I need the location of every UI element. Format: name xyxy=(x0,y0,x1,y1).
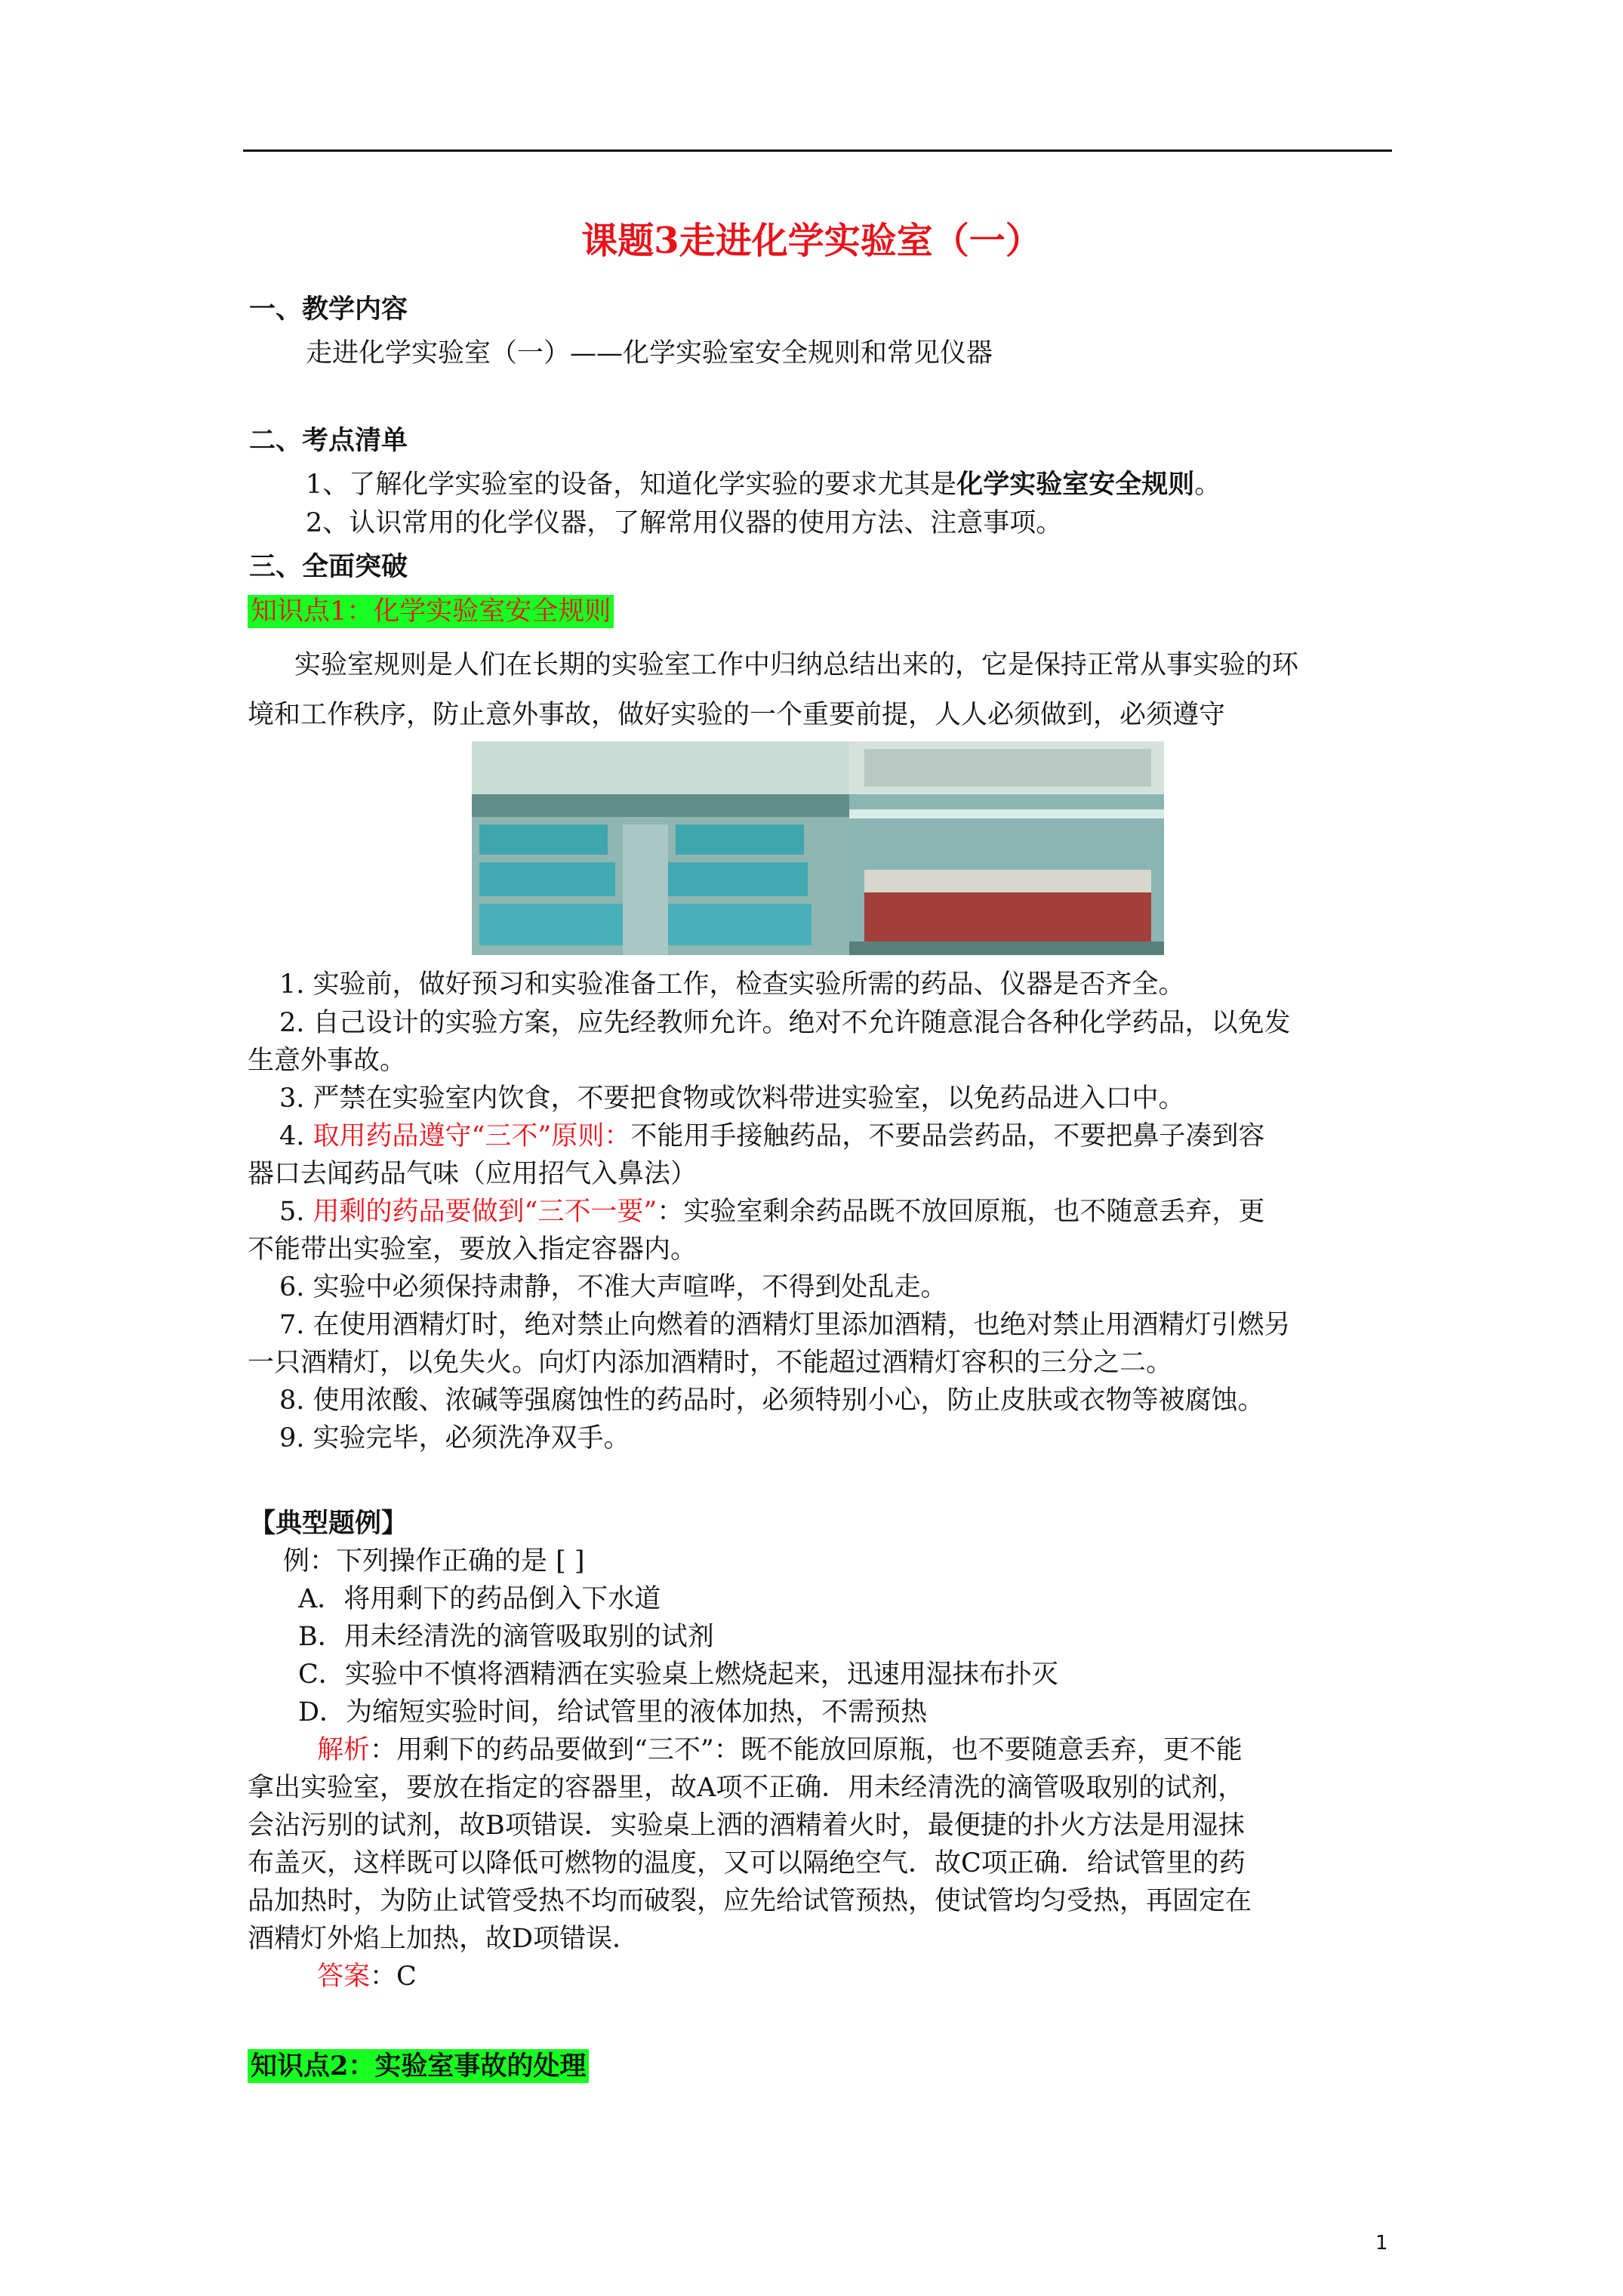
rule-3: 3. 严禁在实验室内饮食，不要把食物或饮料带进实验室，以免药品进入口中。 xyxy=(279,1083,1185,1114)
rule-2-cont: 生意外事故。 xyxy=(248,1046,407,1076)
answer-value: ：C xyxy=(370,1962,417,1992)
checklist-item-1-text: 1、了解化学实验室的设备，知道化学实验的要求尤其是 xyxy=(306,470,957,500)
intro-line-2: 境和工作秩序，防止意外事故，做好实验的一个重要前提，人人必须做到，必须遵守 xyxy=(248,700,1226,730)
analysis-line-2: 拿出实验室，要放在指定的容器里，故A项不正确．用未经清洗的滴管吸取别的试剂， xyxy=(248,1773,1245,1803)
section-heading-3: 三、全面突破 xyxy=(249,551,408,582)
section-heading-2: 二、考点清单 xyxy=(249,425,408,456)
rule-4-emphasis: 取用药品遵守“三不”原则： xyxy=(313,1121,631,1151)
knowledge-point-1-label xyxy=(248,593,614,630)
page-number: 1 xyxy=(1375,2232,1388,2254)
knowledge-point-2-highlight: 知识点2：实验室事故的处理 xyxy=(248,2049,589,2083)
rule-5-text: ：实验室剩余药品既不放回原瓶，也不随意丢弃，更 xyxy=(657,1197,1265,1227)
section-heading-1: 一、教学内容 xyxy=(249,294,408,325)
example-option-b: B．用未经清洗的滴管吸取别的试剂 xyxy=(298,1622,714,1652)
rule-7-cont: 一只酒精灯，以免失火。向灯内添加酒精时，不能超过酒精灯容积的三分之二。 xyxy=(248,1348,1173,1378)
example-heading: 【典型题例】 xyxy=(249,1508,408,1539)
rule-4-number: 4. xyxy=(279,1121,313,1151)
answer-label: 答案 xyxy=(317,1962,371,1992)
example-option-c: C．实验中不慎将酒精洒在实验桌上燃烧起来，迅速用湿抹布扑灭 xyxy=(298,1660,1058,1690)
rule-4 xyxy=(279,1117,1264,1155)
rule-5-emphasis: 用剩的药品要做到“三不一要” xyxy=(313,1197,658,1227)
intro-line-1: 实验室规则是人们在长期的实验室工作中归纳总结出来的，它是保持正常从事实验的环 xyxy=(294,650,1299,680)
lab-photo-image xyxy=(472,741,1164,955)
example-question: 例：下列操作正确的是 [ ] xyxy=(283,1546,585,1576)
rule-5-cont: 不能带出实验室，要放入指定容器内。 xyxy=(248,1234,698,1265)
checklist-item-1-emphasis: 化学实验室安全规则 xyxy=(956,469,1195,500)
rule-5 xyxy=(279,1193,1264,1231)
analysis-line-1 xyxy=(317,1731,1243,1769)
rule-4-cont: 器口去闻药品气味（应用招气入鼻法） xyxy=(248,1159,698,1189)
analysis-line-4: 布盖灭，这样既可以降低可燃物的温度，又可以隔绝空气．故C项正确．给试管里的药 xyxy=(248,1848,1246,1878)
analysis-line-3: 会沾污别的试剂，故B项错误．实验桌上洒的酒精着火时，最便捷的扑火方法是用湿抹 xyxy=(248,1811,1245,1841)
checklist-item-2: 2、认识常用的化学仪器，了解常用仪器的使用方法、注意事项。 xyxy=(306,508,1063,538)
answer-line xyxy=(317,1958,417,1996)
analysis-line-5: 品加热时，为防止试管受热不均而破裂，应先给试管预热，使试管均匀受热，再固定在 xyxy=(248,1886,1252,1916)
knowledge-point-2-label xyxy=(248,2048,589,2085)
page-title: 课题3走进化学实验室（一） xyxy=(581,220,1042,262)
rule-1: 1. 实验前，做好预习和实验准备工作，检查实验所需的药品、仪器是否齐全。 xyxy=(279,969,1185,1000)
analysis-line-6: 酒精灯外焰上加热，故D项错误． xyxy=(248,1924,639,1954)
example-option-a: A．将用剩下的药品倒入下水道 xyxy=(298,1584,661,1614)
knowledge-point-1-highlight: 知识点1：化学实验室安全规则 xyxy=(248,595,614,628)
rule-9: 9. 实验完毕，必须洗净双手。 xyxy=(279,1423,630,1453)
header-rule xyxy=(243,149,1392,152)
checklist-item-1-end: 。 xyxy=(1194,470,1221,500)
rule-6: 6. 实验中必须保持肃静，不准大声喧哗，不得到处乱走。 xyxy=(279,1272,947,1302)
rule-8: 8. 使用浓酸、浓碱等强腐蚀性的药品时，必须特别小心，防止皮肤或衣物等被腐蚀。 xyxy=(279,1385,1264,1416)
rule-4-text: 不能用手接触药品，不要品尝药品，不要把鼻子凑到容 xyxy=(630,1121,1265,1151)
example-option-d: D．为缩短实验时间，给试管里的液体加热，不需预热 xyxy=(298,1697,928,1727)
lab-photo xyxy=(472,741,1164,955)
section-text-1: 走进化学实验室（一）——化学实验室安全规则和常见仪器 xyxy=(306,338,993,368)
checklist-item-1 xyxy=(306,466,1221,504)
rule-7: 7. 在使用酒精灯时，绝对禁止向燃着的酒精灯里添加酒精，也绝对禁止用酒精灯引燃另 xyxy=(279,1310,1291,1340)
rule-2: 2. 自己设计的实验方案，应先经教师允许。绝对不允许随意混合各种化学药品，以免发 xyxy=(279,1008,1291,1038)
rule-5-number: 5. xyxy=(279,1197,313,1227)
analysis-label: 解析 xyxy=(317,1735,371,1765)
analysis-text-1: ：用剩下的药品要做到“三不”：既不能放回原瓶，也不要随意丢弃，更不能 xyxy=(370,1735,1243,1765)
